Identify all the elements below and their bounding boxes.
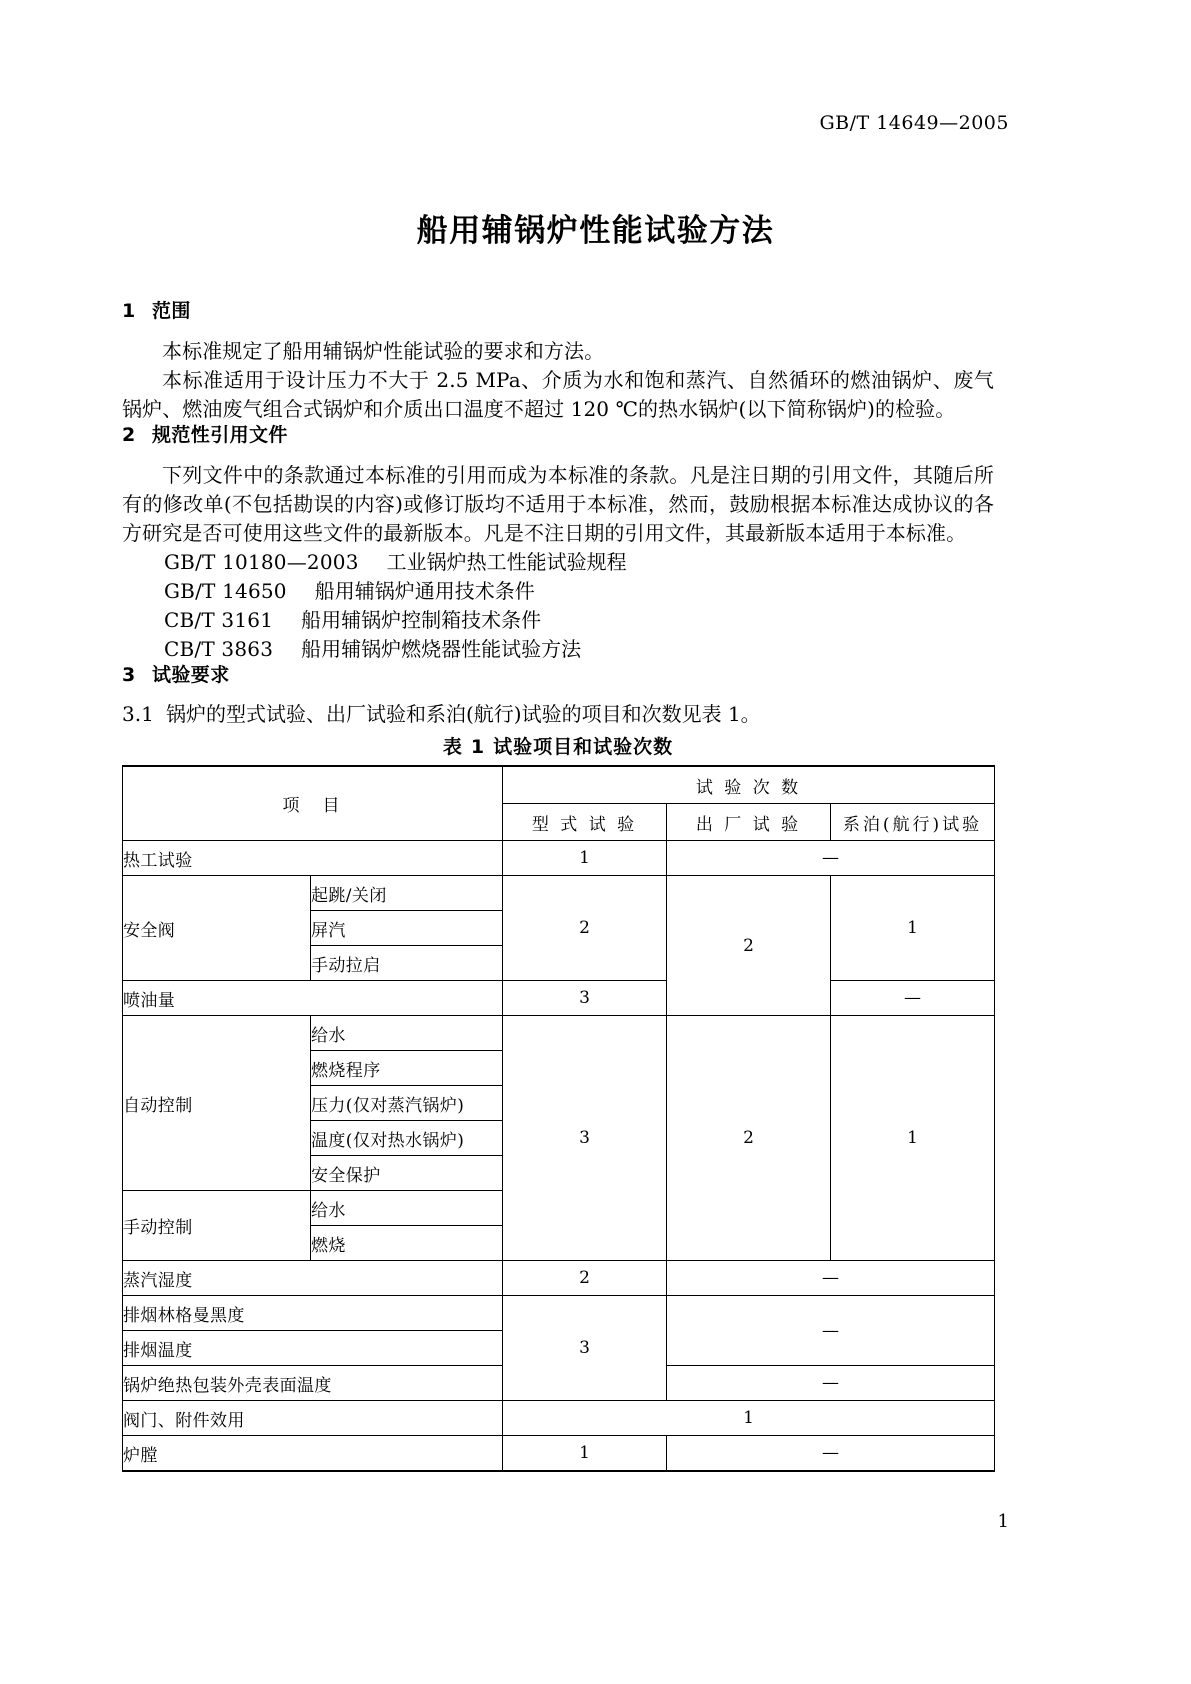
row-item-label: 蒸汽湿度 [123,1261,503,1296]
reference-code: CB/T 3863 [164,636,274,661]
cell-mooring-test: 1 [831,1016,995,1261]
document-body [122,300,994,1472]
reference-title: 船用辅锅炉燃烧器性能试验方法 [301,636,582,661]
clause-number-3-1: 3.1 [122,702,154,727]
section-number-1: 1 [122,300,136,322]
row-item-label: 排烟林格曼黑度 [123,1296,503,1331]
table-row [123,981,995,1016]
header-item: 项 目 [123,766,503,841]
row-item-label: 手动控制 [123,1191,311,1261]
section-heading-2 [122,424,994,447]
row-item-label: 安全阀 [123,876,311,981]
table-row [123,1436,995,1472]
cell-factory-test: 2 [667,876,831,1016]
table-caption-label: 表 [442,736,463,759]
row-item-label: 喷油量 [123,981,503,1016]
section-heading-3 [122,664,994,687]
reference-code: CB/T 3161 [164,607,274,632]
row-item-label: 自动控制 [123,1016,311,1191]
table-row [123,841,995,876]
table-1-caption [122,732,994,759]
section-title-1: 范围 [152,300,191,322]
cell-type-test: 2 [503,876,667,981]
standard-number-header: GB/T 14649—2005 [819,112,1009,134]
reference-title: 工业锅炉热工性能试验规程 [386,549,627,574]
row-sub-label: 温度(仅对热水锅炉) [311,1121,503,1156]
row-sub-label: 屏汽 [311,911,503,946]
section-2-paragraph-1: 下列文件中的条款通过本标准的引用而成为本标准的条款。凡是注日期的引用文件，其随后所有的修改单(不包括勘误的内容)或修订版均不适用于本标准，然而，鼓励根据本标准达成协议的各方研究是否可使用这些文件的最新版本。凡是不注日期的引用文件，其最新版本适用于本标准。 [122,462,994,545]
clause-text-3-1: 锅炉的型式试验、出厂试验和系泊(航行)试验的项目和次数见表 1。 [166,702,761,727]
table-header-row-1 [123,766,995,804]
table-row [123,1261,995,1296]
reference-item [122,635,994,664]
document-title: 船用辅锅炉性能试验方法 [416,213,775,249]
row-item-label: 阀门、附件效用 [123,1401,503,1436]
cell-factory-mooring-dash: — [667,1436,995,1472]
row-item-label: 炉膛 [123,1436,503,1472]
row-sub-label: 给水 [311,1016,503,1051]
cell-factory-test: 2 [667,1016,831,1261]
cell-mooring-dash: — [831,981,995,1016]
row-sub-label: 安全保护 [311,1156,503,1191]
normative-references-list [122,548,994,664]
cell-type-test: 3 [503,1016,667,1261]
table-row [123,1401,995,1436]
reference-item [122,548,994,577]
row-sub-label: 燃烧程序 [311,1051,503,1086]
section-1-paragraph-1: 本标准规定了船用辅锅炉性能试验的要求和方法。 [162,338,605,363]
clause-3-1 [122,700,994,729]
cell-type-test: 2 [503,1261,667,1296]
header-factory-test: 出 厂 试 验 [667,804,831,841]
row-item-label: 热工试验 [123,841,503,876]
cell-type-test: 1 [503,841,667,876]
section-title-2: 规范性引用文件 [152,423,288,446]
row-item-label: 排烟温度 [123,1331,503,1366]
reference-item [122,577,994,606]
section-number-3: 3 [122,663,136,686]
table-1-wrapper [122,765,994,1472]
reference-code: GB/T 10180—2003 [164,549,359,574]
cell-mooring-test: 1 [831,876,995,981]
table-row [123,1016,995,1051]
reference-title: 船用辅锅炉控制箱技术条件 [301,607,542,632]
table-caption-number: 1 [470,736,486,759]
reference-title: 船用辅锅炉通用技术条件 [314,578,535,603]
table-row [123,876,995,911]
row-sub-label: 给水 [311,1191,503,1226]
cell-factory-mooring-dash: — [667,1296,995,1366]
table-test-items-and-counts [122,765,995,1472]
header-test-count-group: 试 验 次 数 [503,766,995,804]
section-1-paragraph-2: 本标准适用于设计压力不大于 2.5 MPa、介质为水和饱和蒸汽、自然循环的燃油锅炉、废气锅炉、燃油废气组合式锅炉和介质出口温度不超过 120 ℃的热水锅炉(以下简称锅炉)的检验。 [122,367,994,421]
cell-type-test: 1 [503,1436,667,1472]
page-number: 1 [997,1511,1009,1532]
cell-type-test: 3 [503,981,667,1016]
header-type-test: 型 式 试 验 [503,804,667,841]
section-heading-1 [122,300,994,323]
section-number-2: 2 [122,423,136,446]
row-sub-label: 压力(仅对蒸汽锅炉) [311,1086,503,1121]
row-sub-label: 起跳/关闭 [311,876,503,911]
cell-factory-mooring-dash: — [667,841,995,876]
cell-all-tests: 1 [503,1401,995,1436]
reference-item [122,606,994,635]
table-row [123,1296,995,1331]
table-caption-title: 试验项目和试验次数 [493,736,674,759]
section-title-3: 试验要求 [152,663,230,686]
header-mooring-test: 系泊(航行)试验 [831,804,995,841]
row-sub-label: 手动拉启 [311,946,503,981]
cell-factory-mooring-dash: — [667,1261,995,1296]
cell-factory-mooring-dash: — [667,1366,995,1401]
row-item-label: 锅炉绝热包装外壳表面温度 [123,1366,503,1401]
row-sub-label: 燃烧 [311,1226,503,1261]
reference-code: GB/T 14650 [164,578,287,603]
cell-type-test: 3 [503,1296,667,1401]
